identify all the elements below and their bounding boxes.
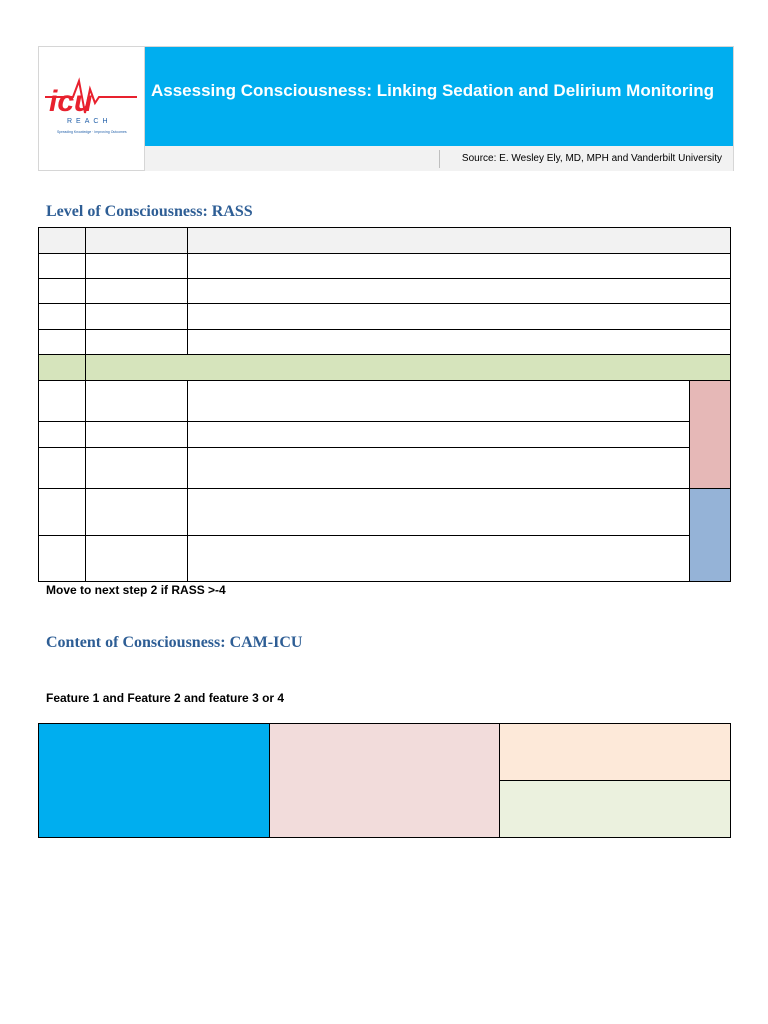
table-cell [86,355,731,381]
table-cell [39,536,86,582]
table-cell [39,355,86,381]
table-cell [188,381,690,422]
table-cell [86,254,188,279]
table-row [39,381,731,422]
document-header [38,46,734,171]
table-cell [86,330,188,355]
cam-section-title: Content of Consciousness: CAM-ICU [46,634,303,651]
table-cell [188,254,731,279]
document-title: Assessing Consciousness: Linking Sedation and Delirium Monitoring [151,81,714,100]
table-cell [39,228,86,254]
table-row [39,304,731,330]
logo-tagline: Spreading Knowledge · Improving Outcomes [57,130,127,134]
table-header-row [39,228,731,254]
cam-feature-3-box [500,724,730,781]
table-cell [188,304,731,330]
logo-text: icu [49,85,93,118]
table-row [39,422,731,448]
table-row [39,279,731,304]
table-cell [39,448,86,489]
table-cell [39,381,86,422]
table-cell [86,536,188,582]
icu-reach-logo [39,47,145,171]
table-cell [39,489,86,536]
table-cell [39,254,86,279]
table-cell [86,381,188,422]
rass-next-step-note: Move to next step 2 if RASS >-4 [46,583,226,597]
cam-feature-2-box [270,724,500,837]
table-row [39,489,731,536]
rass-section-title: Level of Consciousness: RASS [46,203,253,220]
title-bar [145,47,733,146]
rass-table [38,227,731,582]
logo-mark-icon [43,73,139,139]
table-row [39,536,731,582]
table-cell [86,422,188,448]
side-marker-blue [690,489,731,582]
table-row [39,448,731,489]
table-cell [188,422,690,448]
table-cell [39,422,86,448]
table-cell [188,448,690,489]
source-bar [145,146,733,171]
table-cell [39,304,86,330]
table-cell [86,228,188,254]
table-cell [188,489,690,536]
table-cell [188,279,731,304]
table-cell [86,448,188,489]
table-cell [39,330,86,355]
table-row-alert-calm [39,355,731,381]
side-marker-pink [690,381,731,489]
table-cell [86,279,188,304]
table-cell [188,330,731,355]
cam-feature-1-box [39,724,270,837]
cam-criteria-note: Feature 1 and Feature 2 and feature 3 or 4 [46,691,285,705]
cam-icu-feature-grid [38,723,731,838]
source-divider [439,150,440,168]
table-cell [86,304,188,330]
logo-subtext: REACH [67,118,112,125]
table-cell [188,228,731,254]
table-row [39,254,731,279]
table-cell [39,279,86,304]
source-citation: Source: E. Wesley Ely, MD, MPH and Vanderbilt University [461,153,722,164]
table-row [39,330,731,355]
table-cell [86,489,188,536]
cam-feature-4-box [500,781,730,837]
table-cell [188,536,690,582]
